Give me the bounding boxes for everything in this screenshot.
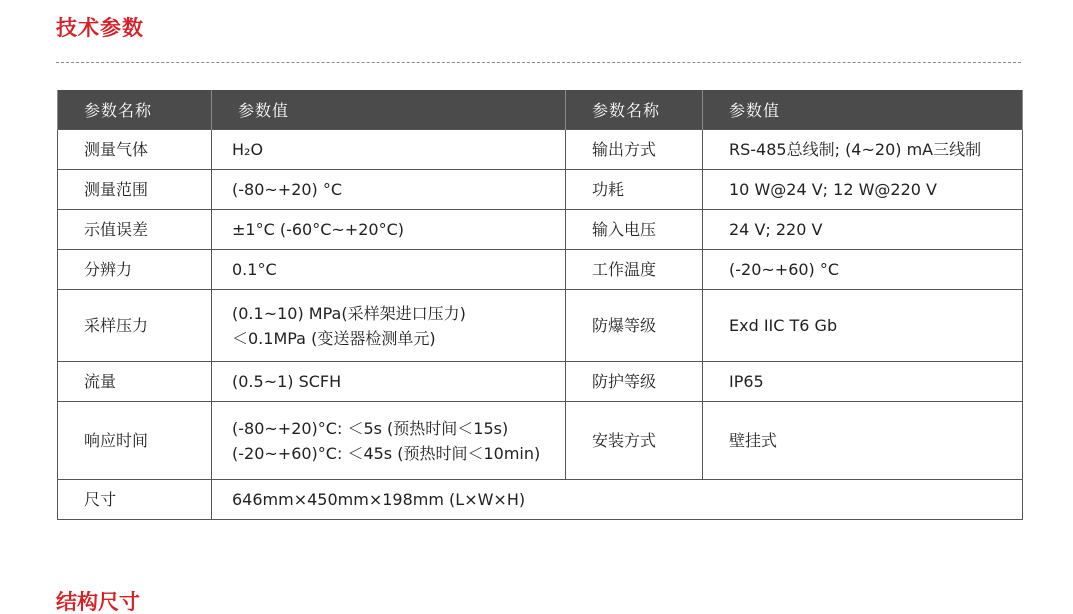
param-value: RS-485总线制; (4~20) mA三线制 [703,130,1023,170]
param-name: 流量 [58,362,212,402]
param-value: 0.1°C [212,250,566,290]
next-section-title-clipped [56,590,146,614]
table-row [58,250,1023,290]
table-header-row [58,90,1023,130]
table-row [58,480,1023,520]
param-value: 壁挂式 [703,402,1023,480]
param-value: Exd IIC T6 Gb [703,290,1023,362]
param-name: 输出方式 [566,130,703,170]
param-name: 尺寸 [58,480,212,520]
param-name: 功耗 [566,170,703,210]
table-row [58,402,1023,480]
param-value-line: (-20~+60)°C: ＜45s (预热时间＜10min) [232,443,541,463]
param-value: ±1°C (-60°C~+20°C) [212,210,566,250]
table-row [58,170,1023,210]
param-name: 响应时间 [58,402,212,480]
param-name: 防护等级 [566,362,703,402]
param-value: (-80~+20) °C [212,170,566,210]
spec-table [57,90,1023,520]
column-header: 参数值 [212,90,566,130]
param-value-line: (-80~+20)°C: ＜5s (预热时间＜15s) [232,418,509,438]
column-header: 参数名称 [566,90,703,130]
param-value [212,402,566,480]
param-name: 测量气体 [58,130,212,170]
section-title: 技术参数 [56,16,144,40]
param-name: 采样压力 [58,290,212,362]
param-name: 防爆等级 [566,290,703,362]
dashed-divider [56,62,1021,63]
table-row [58,210,1023,250]
param-name: 示值误差 [58,210,212,250]
table-row [58,290,1023,362]
param-name: 输入电压 [566,210,703,250]
next-section-title: 结构尺寸 [56,590,140,614]
column-header: 参数名称 [58,90,212,130]
column-header: 参数值 [703,90,1023,130]
param-value: H₂O [212,130,566,170]
param-value-line: (0.1~10) MPa(采样架进口压力) [232,303,466,323]
table-row [58,362,1023,402]
param-value [212,290,566,362]
param-name: 安装方式 [566,402,703,480]
param-value: 10 W@24 V; 12 W@220 V [703,170,1023,210]
param-name: 测量范围 [58,170,212,210]
param-name: 分辨力 [58,250,212,290]
param-name: 工作温度 [566,250,703,290]
param-value: 24 V; 220 V [703,210,1023,250]
param-value: 646mm×450mm×198mm (L×W×H) [212,480,1023,520]
param-value: IP65 [703,362,1023,402]
param-value: (0.5~1) SCFH [212,362,566,402]
param-value: (-20~+60) °C [703,250,1023,290]
param-value-line: ＜0.1MPa (变送器检测单元) [232,328,436,348]
table-row [58,130,1023,170]
